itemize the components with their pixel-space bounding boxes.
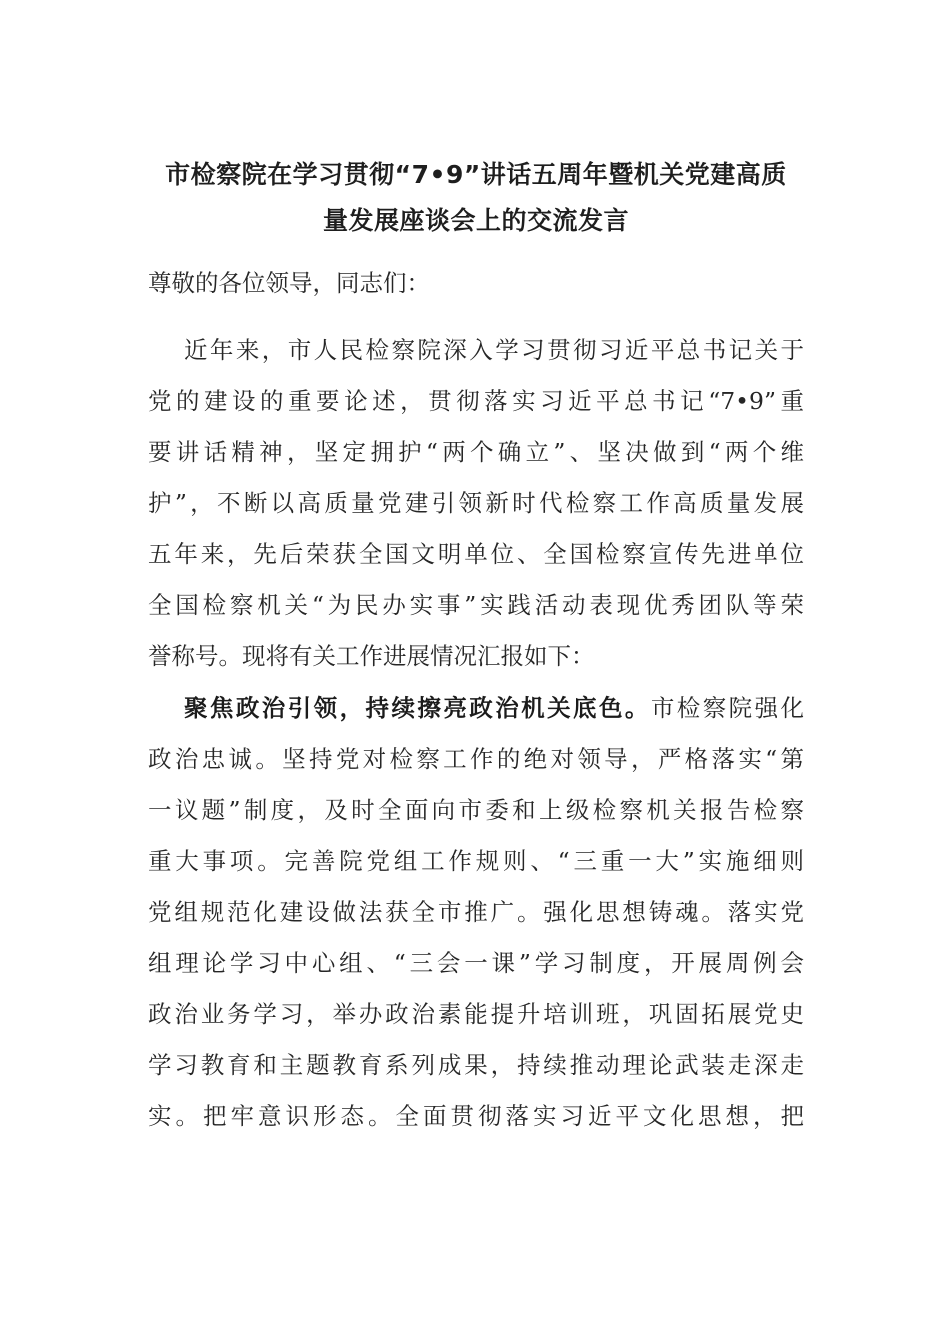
section-heading: 聚焦政治引领，持续擦亮政治机关底色。 <box>184 694 651 722</box>
paragraph-line: 要讲话精神，坚定拥护“两个确立”、坚决做到“两个维 <box>148 438 804 466</box>
paragraph-line: 政治忠诚。坚持党对检察工作的绝对领导，严格落实“第 <box>148 745 804 773</box>
paragraph-line: 五年来，先后荣获全国文明单位、全国检察宣传先进单位 <box>148 540 804 568</box>
heading-continuation: 市检察院强化 <box>650 694 805 722</box>
paragraph-line: 实。把牢意识形态。全面贯彻落实习近平文化思想，把 <box>148 1102 804 1130</box>
paragraph-line: 党的建设的重要论述，贯彻落实习近平总书记“7•9”重 <box>148 387 804 415</box>
document-title <box>148 152 804 244</box>
paragraph-line: 重大事项。完善院党组工作规则、“三重一大”实施细则 <box>148 847 804 875</box>
paragraph-line: 党组规范化建设做法获全市推广。强化思想铸魂。落实党 <box>148 898 804 926</box>
paragraph-line <box>148 683 804 734</box>
paragraph-2 <box>148 683 804 1142</box>
paragraph-line: 政治业务学习，举办政治素能提升培训班，巩固拓展党史 <box>148 1000 804 1028</box>
paragraph-line: 学习教育和主题教育系列成果，持续推动理论武装走深走 <box>148 1051 804 1079</box>
paragraph-line: 誉称号。现将有关工作进展情况汇报如下： <box>148 642 595 670</box>
title-line-2: 量发展座谈会上的交流发言 <box>322 206 629 235</box>
paragraph-line: 护”，不断以高质量党建引领新时代检察工作高质量发展 <box>148 489 804 517</box>
salutation-block <box>148 258 804 309</box>
paragraph-line: 近年来，市人民检察院深入学习贯彻习近平总书记关于 <box>184 336 804 364</box>
title-line-1: 市检察院在学习贯彻“7•9”讲话五周年暨机关党建高质 <box>165 160 787 189</box>
paragraph-line: 一议题”制度，及时全面向市委和上级检察机关报告检察 <box>148 796 804 824</box>
paragraph-1 <box>148 325 804 682</box>
paragraph-line: 组理论学习中心组、“三会一课”学习制度，开展周例会 <box>148 949 804 977</box>
salutation: 尊敬的各位领导，同志们： <box>148 269 430 297</box>
paragraph-line: 全国检察机关“为民办实事”实践活动表现优秀团队等荣 <box>148 591 804 619</box>
